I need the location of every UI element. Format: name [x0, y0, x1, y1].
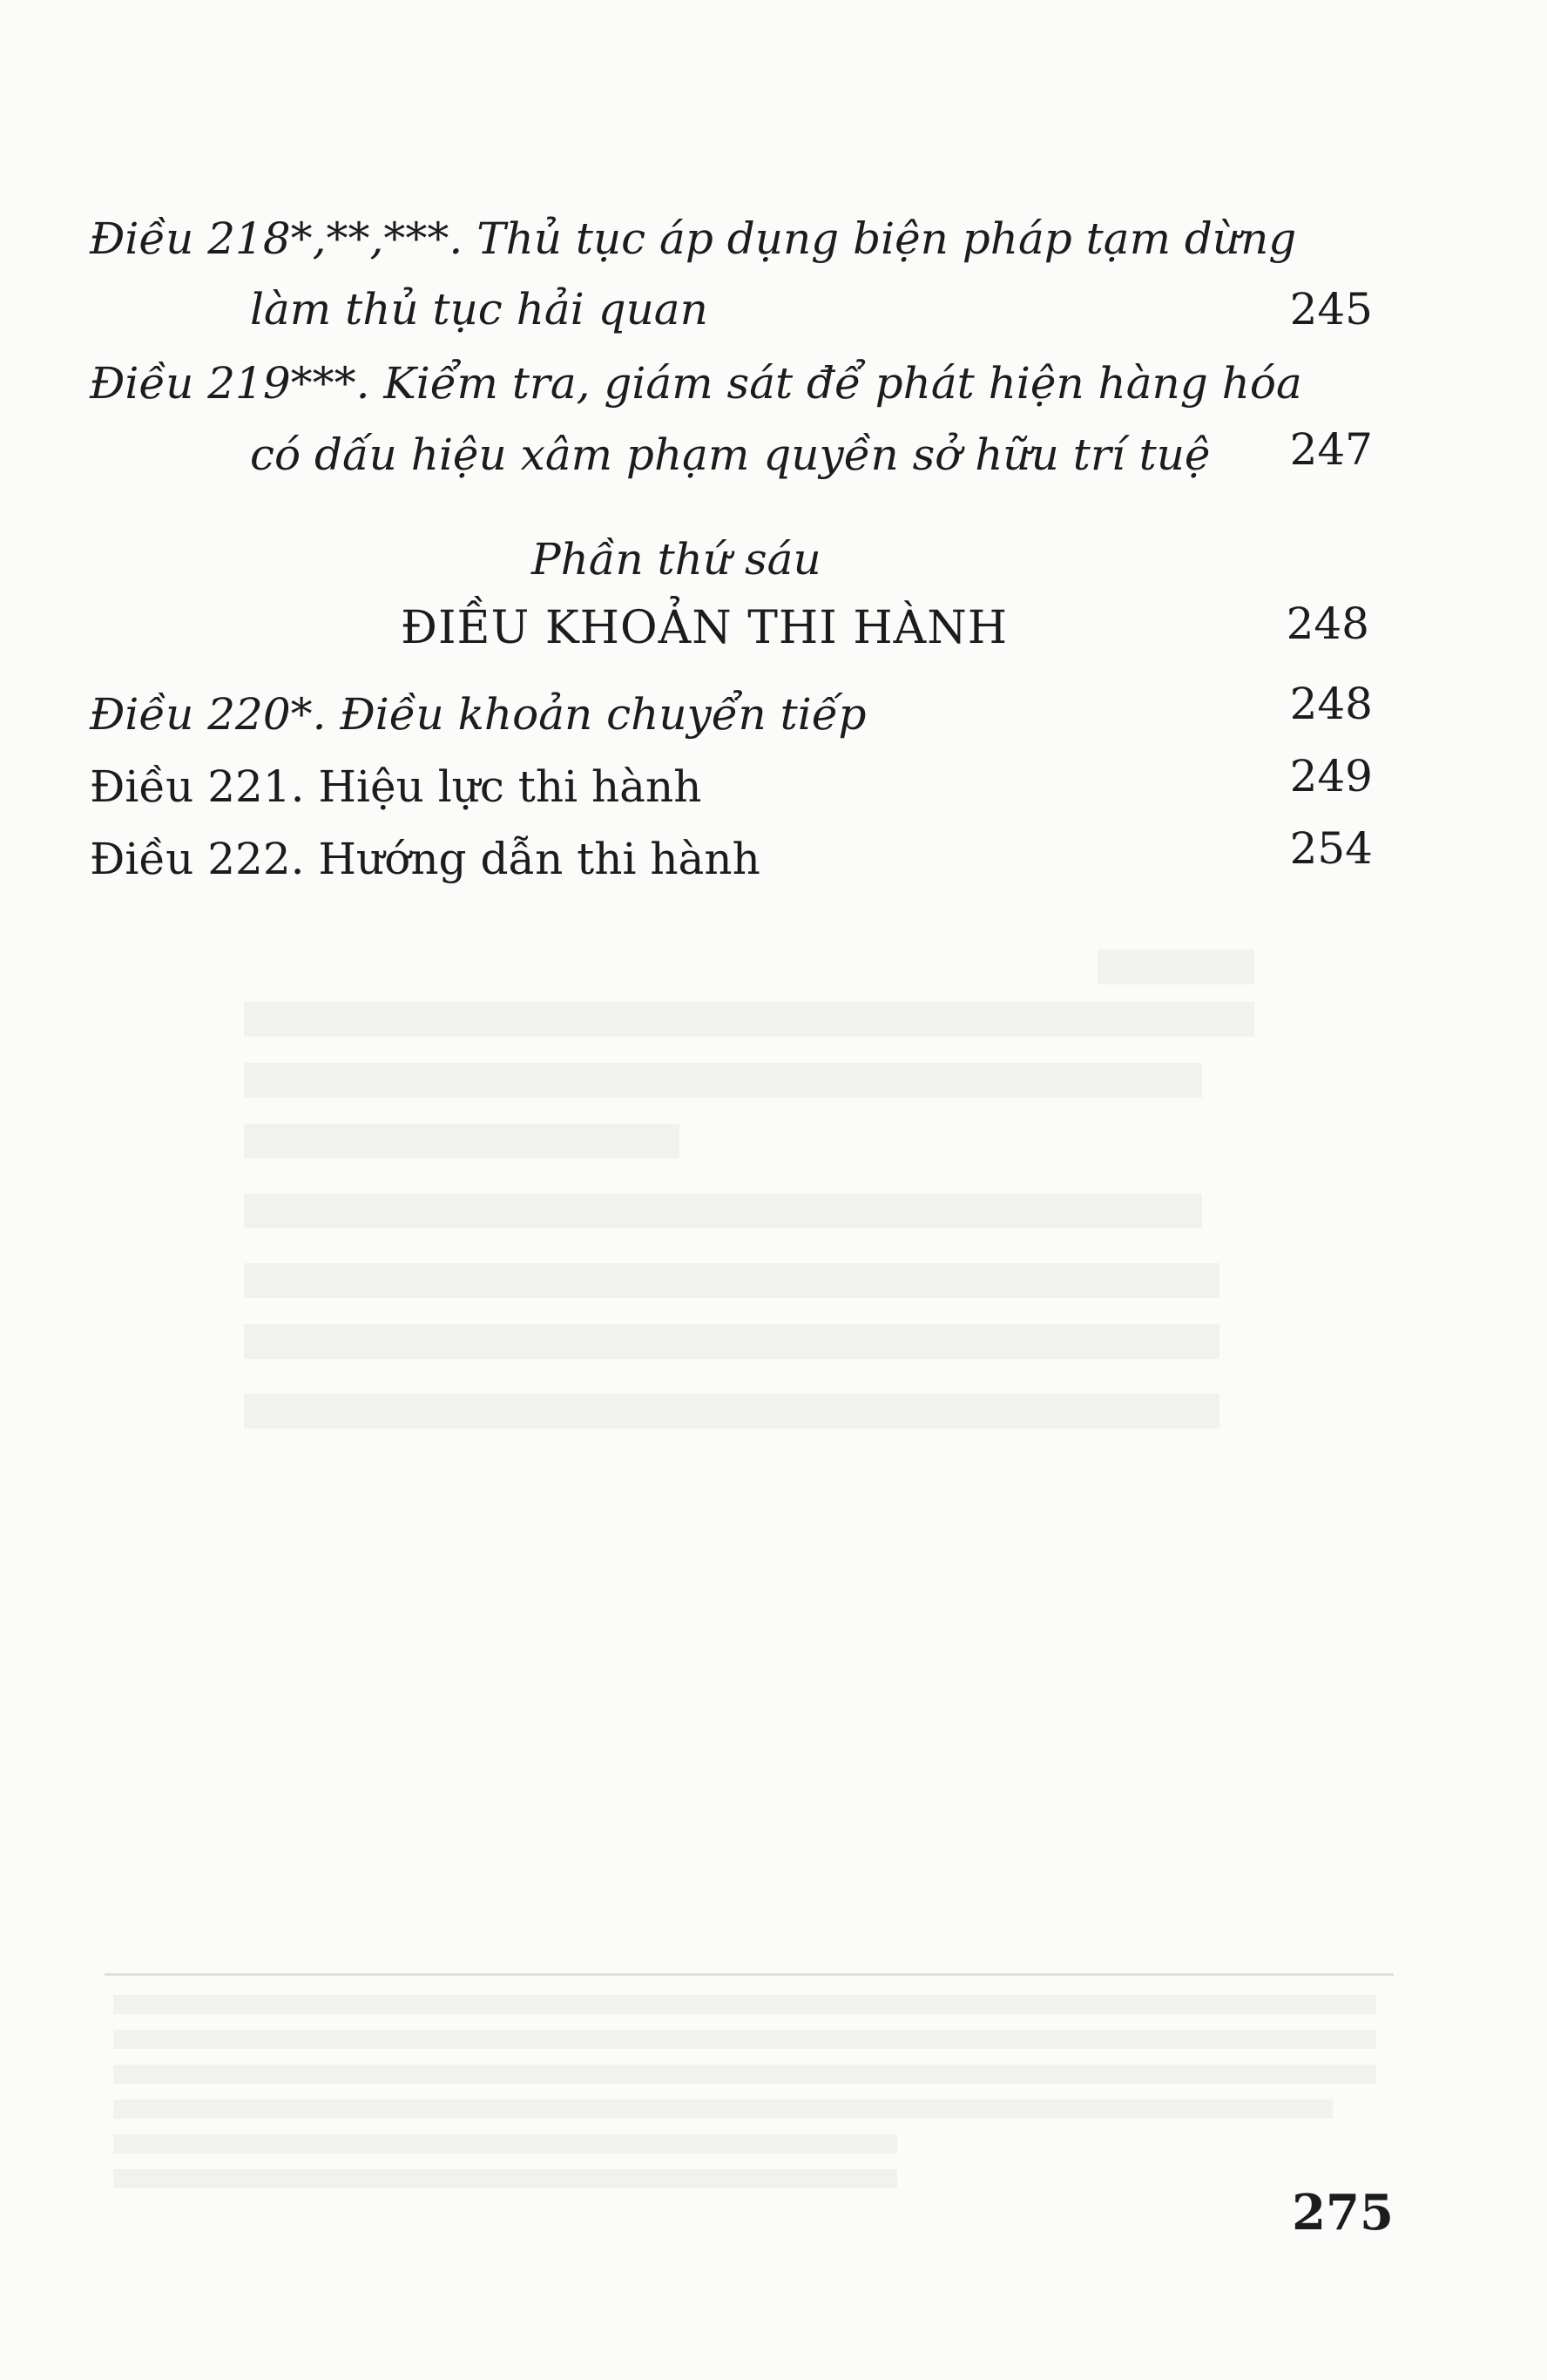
show-through-block [113, 2169, 897, 2188]
show-through-block [113, 2030, 1376, 2049]
show-through-block [244, 1193, 1202, 1228]
toc-page-number: 247 [1289, 424, 1373, 475]
part-label: Phần thứ sáu [531, 534, 821, 585]
show-through-block [113, 2065, 1376, 2084]
section-title: ĐIỀU KHOẢN THI HÀNH [401, 602, 1009, 654]
toc-page-number: 245 [1289, 284, 1373, 335]
show-through-block [244, 1124, 679, 1159]
toc-page-number: 248 [1286, 598, 1369, 649]
show-through-block [113, 2134, 897, 2153]
toc-entry-line: Điều 219***. Kiểm tra, giám sát để phát hiện hàng hóa [90, 358, 1302, 409]
toc-page-number: 248 [1289, 679, 1373, 729]
show-through-block [244, 1263, 1219, 1298]
toc-entry-line: có dấu hiệu xâm phạm quyền sở hữu trí tuệ [250, 429, 1211, 480]
toc-entry-line: Điều 220*. Điều khoản chuyển tiếp [90, 689, 867, 740]
show-through-block [244, 1002, 1254, 1037]
show-through-block [113, 2099, 1333, 2119]
show-through-block [244, 1324, 1219, 1359]
toc-entry-line: Điều 221. Hiệu lực thi hành [90, 761, 702, 812]
toc-page-number: 249 [1289, 751, 1373, 801]
toc-entry-line: làm thủ tục hải quan [250, 284, 708, 335]
show-through-rule [105, 1973, 1394, 1976]
toc-entry-line: Điều 222. Hướng dẫn thi hành [90, 834, 760, 884]
page-folio: 275 [1292, 2184, 1394, 2241]
show-through-block [244, 1063, 1202, 1098]
show-through-block [244, 1394, 1219, 1429]
toc-entry-line: Điều 218*,**,***. Thủ tục áp dụng biện pháp tạm dừng [90, 213, 1297, 264]
show-through-block [1098, 950, 1254, 984]
show-through-block [113, 1995, 1376, 2014]
toc-page-number: 254 [1289, 823, 1373, 874]
